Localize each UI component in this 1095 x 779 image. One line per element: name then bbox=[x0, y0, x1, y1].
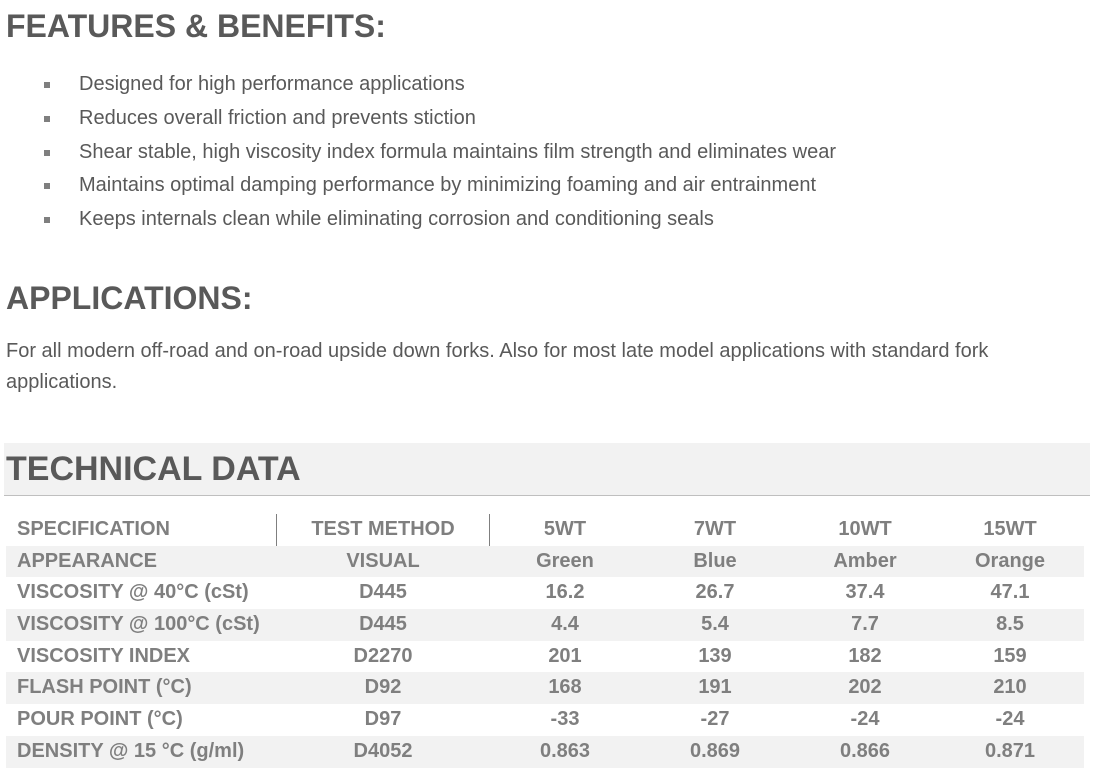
value-10wt: 37.4 bbox=[845, 581, 885, 604]
features-title: FEATURES & BENEFITS: bbox=[6, 8, 386, 44]
feature-text: Maintains optimal damping performance by minimizing foaming and air entrainment bbox=[79, 174, 817, 197]
value-5wt: 16.2 bbox=[545, 581, 585, 604]
technical-data-table bbox=[6, 514, 1084, 768]
value-15wt: 47.1 bbox=[990, 581, 1030, 604]
table-row bbox=[6, 704, 1084, 736]
value-5wt: 4.4 bbox=[551, 613, 579, 636]
header-10wt: 10WT bbox=[838, 518, 892, 540]
header-15wt: 15WT bbox=[983, 518, 1037, 540]
value-5wt: 201 bbox=[548, 644, 582, 667]
spec-cell: DENSITY @ 15 °C (g/ml) bbox=[17, 739, 245, 762]
value-5wt: 0.863 bbox=[539, 739, 591, 762]
method-cell: D2270 bbox=[353, 644, 413, 667]
table-row bbox=[6, 609, 1084, 641]
value-7wt: 5.4 bbox=[701, 613, 729, 636]
value-10wt: 202 bbox=[848, 676, 882, 699]
spec-cell: POUR POINT (°C) bbox=[17, 708, 183, 731]
value-7wt: 0.869 bbox=[689, 739, 741, 762]
value-5wt: -33 bbox=[550, 708, 580, 731]
method-cell: VISUAL bbox=[346, 549, 420, 572]
square-bullet-icon bbox=[44, 116, 50, 122]
table-row bbox=[6, 736, 1084, 768]
value-15wt: Orange bbox=[974, 549, 1046, 572]
applications-title: APPLICATIONS: bbox=[6, 280, 253, 316]
value-10wt: Amber bbox=[833, 549, 897, 572]
spec-cell: VISCOSITY @ 100°C (cSt) bbox=[17, 613, 260, 636]
spec-cell: APPEARANCE bbox=[17, 549, 158, 572]
value-7wt: -27 bbox=[700, 708, 730, 731]
method-cell: D92 bbox=[364, 676, 402, 699]
table-row bbox=[6, 672, 1084, 704]
square-bullet-icon bbox=[44, 217, 50, 223]
applications-text: For all modern off-road and on-road upside down forks. Also for most late model applications with standard fork applications. bbox=[6, 340, 989, 393]
square-bullet-icon bbox=[44, 82, 50, 88]
value-15wt: 210 bbox=[993, 676, 1027, 699]
spec-cell: VISCOSITY @ 40°C (cSt) bbox=[17, 581, 249, 604]
feature-text: Reduces overall friction and prevents stiction bbox=[79, 106, 476, 129]
header-test-method: TEST METHOD bbox=[311, 518, 455, 540]
header-5wt: 5WT bbox=[543, 518, 587, 540]
table-row bbox=[6, 546, 1084, 578]
value-5wt: Green bbox=[536, 549, 594, 572]
value-7wt: 191 bbox=[698, 676, 732, 699]
method-cell: D445 bbox=[359, 581, 407, 604]
square-bullet-icon bbox=[44, 183, 50, 189]
value-7wt: 26.7 bbox=[695, 581, 735, 604]
spec-cell: FLASH POINT (°C) bbox=[17, 676, 192, 699]
table-row bbox=[6, 577, 1084, 609]
value-7wt: Blue bbox=[693, 549, 737, 572]
technical-data-title: TECHNICAL DATA bbox=[6, 450, 301, 488]
value-15wt: 159 bbox=[993, 644, 1027, 667]
table-row bbox=[6, 641, 1084, 673]
spec-cell: VISCOSITY INDEX bbox=[17, 644, 191, 667]
method-cell: D4052 bbox=[353, 739, 413, 762]
value-15wt: 0.871 bbox=[984, 739, 1036, 762]
method-cell: D445 bbox=[359, 613, 407, 636]
feature-text: Shear stable, high viscosity index formula maintains film strength and eliminates wear bbox=[79, 140, 837, 163]
header-7wt: 7WT bbox=[693, 518, 737, 540]
square-bullet-icon bbox=[44, 150, 50, 156]
table-header-row bbox=[6, 514, 1084, 546]
value-10wt: 182 bbox=[848, 644, 882, 667]
method-cell: D97 bbox=[364, 708, 402, 731]
feature-text: Designed for high performance applications bbox=[79, 73, 465, 95]
header-specification: SPECIFICATION bbox=[17, 518, 170, 540]
value-15wt: -24 bbox=[995, 708, 1025, 731]
value-7wt: 139 bbox=[698, 644, 732, 667]
value-10wt: 7.7 bbox=[851, 613, 879, 636]
value-15wt: 8.5 bbox=[996, 613, 1024, 636]
value-10wt: -24 bbox=[850, 708, 880, 731]
feature-text: Keeps internals clean while eliminating corrosion and conditioning seals bbox=[79, 208, 714, 231]
value-10wt: 0.866 bbox=[839, 739, 891, 762]
value-5wt: 168 bbox=[548, 676, 582, 699]
